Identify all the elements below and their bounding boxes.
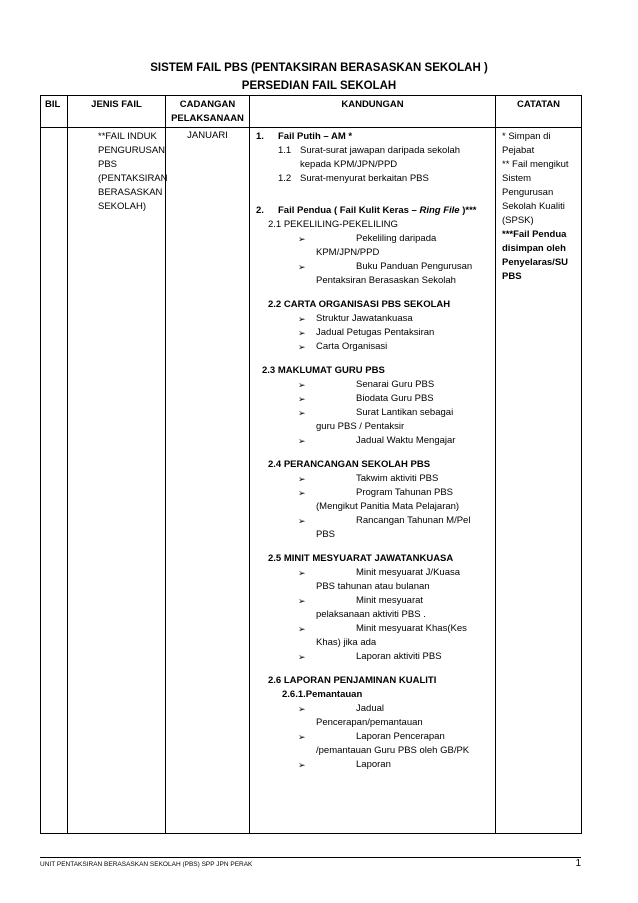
note-line: Pejabat [502,145,535,156]
section-2-6-1-title: 2.6.1.Pemantauan [282,689,363,700]
header-kandungan: KANDUNGAN [250,96,496,128]
bullet-continuation: Khas) jika ada [316,637,377,648]
note-line: Pengurusan [502,187,554,198]
bullet-continuation: PBS tahunan atau bulanan [316,581,430,592]
bullet-item: ➢ Program Tahunan PBS [298,487,453,498]
cell-jenis-fail [68,128,166,834]
arrow-bullet-icon: ➢ [298,596,306,606]
arrow-bullet-icon: ➢ [298,568,306,578]
arrow-bullet-icon: ➢ [298,652,306,662]
bullet-item: ➢ Pekeliling daripada [298,233,437,244]
arrow-bullet-icon: ➢ [298,380,306,390]
header-cadangan: CADANGAN PELAKSANAAN [166,96,250,128]
header-bil: BIL [41,96,68,128]
bullet-item: ➢ Laporan Pencerapan [298,731,445,742]
bullet-item: ➢ Jadual [298,703,384,714]
table-row [41,128,582,834]
section-1-title: 1. Fail Putih – AM * [256,131,353,142]
header-jenis-fail: JENIS FAIL [68,96,166,128]
cell-catatan [496,128,582,834]
note-line: Sistem [502,173,532,184]
bullet-continuation: /pemantauan Guru PBS oleh GB/PK [316,745,470,756]
arrow-bullet-icon: ➢ [298,760,306,770]
bullet-item: ➢ Minit mesyuarat [298,595,424,606]
note-line: Sekolah Kualiti [502,201,565,212]
section-2-6-title: 2.6 LAPORAN PENJAMINAN KUALITI [268,675,437,686]
bullet-item: ➢ Laporan [298,759,391,770]
bullet-continuation: PBS [316,529,336,540]
note-line: ***Fail Pendua [502,229,567,240]
section-2-title: 2. Fail Pendua ( Fail Kulit Keras – Ring File )*** [256,205,477,216]
bullet-item: ➢ Jadual Petugas Pentaksiran [298,327,435,338]
note-line: Penyelaras/SU [502,257,569,268]
cell-bil [41,128,68,834]
arrow-bullet-icon: ➢ [298,474,306,484]
arrow-bullet-icon: ➢ [298,516,306,526]
bullet-item: ➢ Minit mesyuarat Khas(Kes [298,623,467,634]
bullet-item: ➢ Buku Panduan Pengurusan [298,261,473,272]
list-item: 1.1 Surat-surat jawapan daripada sekolah [278,145,461,156]
arrow-bullet-icon: ➢ [298,328,306,338]
file-type-line: PBS [98,159,118,170]
arrow-bullet-icon: ➢ [298,342,306,352]
arrow-bullet-icon: ➢ [298,488,306,498]
bullet-continuation: KPM/JPN/PPD [316,247,380,258]
note-line: disimpan oleh [502,243,566,254]
cell-kandungan [250,128,496,834]
arrow-bullet-icon: ➢ [298,436,306,446]
document-subtitle: PERSEDIAN FAIL SEKOLAH [241,80,397,92]
section-2-5-title: 2.5 MINIT MESYUARAT JAWATANKUASA [268,553,454,564]
bullet-item: ➢ Jadual Waktu Mengajar [298,435,456,446]
file-type-line: (PENTAKSIRAN [98,173,168,184]
file-system-table [40,95,582,834]
bullet-continuation: Pentaksiran Berasaskan Sekolah [316,275,456,286]
footer-text: UNIT PENTAKSIRAN BERASASKAN SEKOLAH (PBS) SPP JPN PERAK [40,861,253,868]
bullet-item: ➢ Takwim aktiviti PBS [298,473,439,484]
page-number: 1 [575,858,581,869]
note-line: PBS [502,271,522,282]
file-type-line: BERASASKAN [98,187,163,198]
arrow-bullet-icon: ➢ [298,262,306,272]
bullet-item: ➢ Biodata Guru PBS [298,393,434,404]
note-line: (SPSK) [502,215,534,226]
note-line: * Simpan di [502,131,551,142]
document-title: SISTEM FAIL PBS (PENTAKSIRAN BERASASKAN SEKOLAH ) [150,62,488,74]
bullet-item: ➢ Minit mesyuarat J/Kuasa [298,567,461,578]
arrow-bullet-icon: ➢ [298,624,306,634]
arrow-bullet-icon: ➢ [298,732,306,742]
section-2-3-title: 2.3 MAKLUMAT GURU PBS [262,365,385,376]
bullet-item: ➢ Struktur Jawatankuasa [298,313,413,324]
arrow-bullet-icon: ➢ [298,408,306,418]
bullet-item: ➢ Laporan aktiviti PBS [298,651,442,662]
list-item-continuation: kepada KPM/JPN/PPD [300,159,398,170]
bullet-item: ➢ Rancangan Tahunan M/Pel [298,515,471,526]
header-catatan: CATATAN [496,96,582,128]
section-2-4-title: 2.4 PERANCANGAN SEKOLAH PBS [268,459,431,470]
section-2-1-title: 2.1 PEKELILING-PEKELILING [268,219,398,230]
arrow-bullet-icon: ➢ [298,234,306,244]
bullet-item: ➢ Carta Organisasi [298,341,388,352]
file-type-line: SEKOLAH) [98,201,147,212]
cell-cadangan: JANUARI [166,128,250,834]
file-type-line: **FAIL INDUK [98,131,157,142]
arrow-bullet-icon: ➢ [298,394,306,404]
section-2-2-title: 2.2 CARTA ORGANISASI PBS SEKOLAH [268,299,451,310]
arrow-bullet-icon: ➢ [298,704,306,714]
arrow-bullet-icon: ➢ [298,314,306,324]
bullet-continuation: (Mengikut Panitia Mata Pelajaran) [316,501,460,512]
bullet-continuation: Pencerapan/pemantauan [316,717,423,728]
bullet-item: ➢ Surat Lantikan sebagai [298,407,454,418]
table-header-row [41,96,582,128]
bullet-continuation: pelaksanaan aktiviti PBS . [316,609,426,620]
bullet-item: ➢ Senarai Guru PBS [298,379,435,390]
list-item: 1.2 Surat-menyurat berkaitan PBS [278,173,429,184]
page-footer [40,857,581,875]
bullet-continuation: guru PBS / Pentaksir [316,421,405,432]
file-type-line: PENGURUSAN [98,145,166,156]
note-line: ** Fail mengikut [502,159,569,170]
